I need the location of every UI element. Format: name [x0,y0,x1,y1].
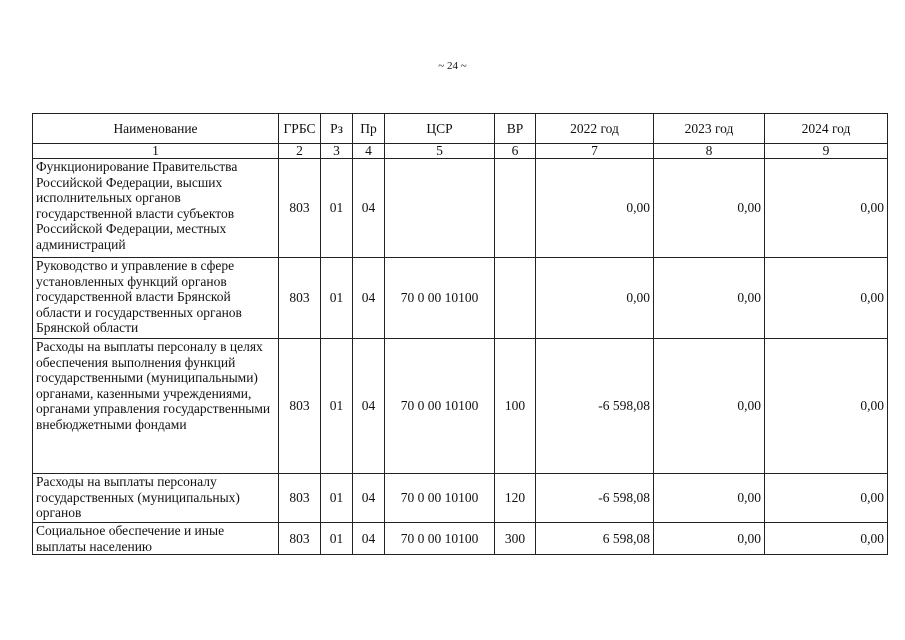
row-rz: 01 [321,474,353,523]
column-number: 5 [385,144,495,159]
header-pr: Пр [353,114,385,144]
row-vr: 120 [495,474,536,523]
row-grbs: 803 [279,523,321,555]
row-csr [385,159,495,258]
header-vr: ВР [495,114,536,144]
table-row [33,258,888,339]
column-number: 9 [765,144,888,159]
row-2023: 0,00 [654,523,765,555]
table-row [33,474,888,523]
row-csr: 70 0 00 10100 [385,523,495,555]
table-row [33,159,888,258]
row-vr [495,258,536,339]
row-2023: 0,00 [654,474,765,523]
row-2024: 0,00 [765,258,888,339]
row-vr [495,159,536,258]
row-rz: 01 [321,523,353,555]
row-grbs: 803 [279,339,321,474]
header-row [33,114,888,144]
row-vr: 100 [495,339,536,474]
row-grbs: 803 [279,258,321,339]
row-csr: 70 0 00 10100 [385,339,495,474]
column-number: 4 [353,144,385,159]
row-rz: 01 [321,159,353,258]
table-row [33,523,888,555]
row-csr: 70 0 00 10100 [385,474,495,523]
row-name: Социальное обеспечение и иные выплаты населению [33,523,279,555]
row-2022: 0,00 [536,258,654,339]
row-2023: 0,00 [654,258,765,339]
row-2024: 0,00 [765,339,888,474]
row-rz: 01 [321,258,353,339]
page-number: ~ 24 ~ [438,60,467,72]
row-2023: 0,00 [654,339,765,474]
column-number: 1 [33,144,279,159]
row-2024: 0,00 [765,159,888,258]
row-name: Функционирование Правительства Российской Федерации, высших исполнительных органов государственной власти субъектов Российской Федерации, местных администраций [33,159,279,258]
header-csr: ЦСР [385,114,495,144]
row-2023: 0,00 [654,159,765,258]
column-number: 6 [495,144,536,159]
row-pr: 04 [353,339,385,474]
header-2022: 2022 год [536,114,654,144]
row-name: Руководство и управление в сфере установленных функций органов государственной власти Брянской области и государственных органов Брянской области [33,258,279,339]
row-rz: 01 [321,339,353,474]
row-name: Расходы на выплаты персоналу государственных (муниципальных) органов [33,474,279,523]
budget-table [32,113,888,555]
header-name: Наименование [33,114,279,144]
row-grbs: 803 [279,474,321,523]
header-grbs: ГРБС [279,114,321,144]
row-2024: 0,00 [765,523,888,555]
row-name: Расходы на выплаты персоналу в целях обеспечения выполнения функций государственными (муниципальными) органами, казенными учреждениями, органами управления государственными внебюджетными фондами [33,339,279,474]
row-2024: 0,00 [765,474,888,523]
table-row [33,339,888,474]
row-pr: 04 [353,474,385,523]
row-pr: 04 [353,159,385,258]
column-number: 2 [279,144,321,159]
row-csr: 70 0 00 10100 [385,258,495,339]
row-pr: 04 [353,523,385,555]
row-2022: 6 598,08 [536,523,654,555]
header-2024: 2024 год [765,114,888,144]
column-number: 8 [654,144,765,159]
column-number-row [33,144,888,159]
row-2022: -6 598,08 [536,339,654,474]
header-2023: 2023 год [654,114,765,144]
row-2022: 0,00 [536,159,654,258]
row-vr: 300 [495,523,536,555]
column-number: 3 [321,144,353,159]
column-number: 7 [536,144,654,159]
header-rz: Рз [321,114,353,144]
row-pr: 04 [353,258,385,339]
row-grbs: 803 [279,159,321,258]
row-2022: -6 598,08 [536,474,654,523]
